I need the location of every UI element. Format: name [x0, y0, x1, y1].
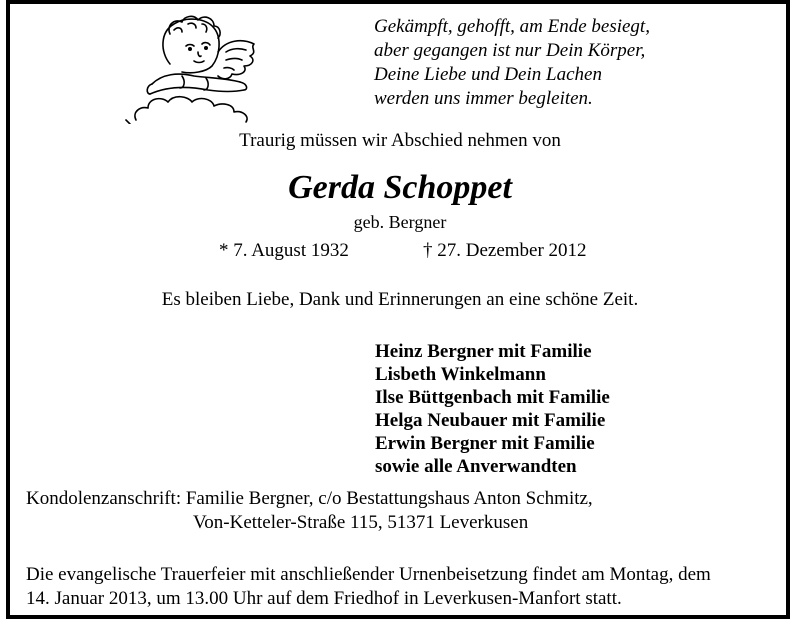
mourner-name: Erwin Bergner mit Familie: [375, 433, 595, 454]
mourner-name: Helga Neubauer mit Familie: [375, 410, 606, 431]
mourner-name: Lisbeth Winkelmann: [375, 364, 546, 385]
mourner-name: sowie alle Anverwandten: [375, 456, 577, 477]
service-line: 14. Januar 2013, um 13.00 Uhr auf dem Friedhof in Leverkusen-Manfort statt.: [26, 588, 622, 609]
intro-text: Traurig müssen wir Abschied nehmen von: [239, 130, 561, 151]
condolence-address-line2: Von-Ketteler-Straße 115, 51371 Leverkusen: [193, 512, 529, 533]
condolence-address-line1: Kondolenzanschrift: Familie Bergner, c/o Bestattungshaus Anton Schmitz,: [26, 488, 593, 509]
poem-line: werden uns immer begleiten.: [374, 88, 593, 109]
cherub-angel-icon: [122, 12, 282, 124]
poem-line: Deine Liebe und Dein Lachen: [374, 64, 602, 85]
death-date: † 27. Dezember 2012: [423, 240, 587, 261]
mourners-list: [375, 340, 610, 478]
service-line: Die evangelische Trauerfeier mit anschließender Urnenbeisetzung findet am Montag, dem: [26, 564, 711, 585]
memories-text: Es bleiben Liebe, Dank und Erinnerungen an eine schöne Zeit.: [161, 289, 639, 310]
poem-line: Gekämpft, gehofft, am Ende besiegt,: [374, 16, 650, 37]
mourner-name: Ilse Büttgenbach mit Familie: [375, 387, 610, 408]
mourner-name: Heinz Bergner mit Familie: [375, 341, 592, 362]
birth-date: * 7. August 1932: [219, 240, 349, 261]
deceased-name: Gerda Schoppet: [288, 169, 512, 206]
poem: [374, 15, 650, 111]
poem-line: aber gegangen ist nur Dein Körper,: [374, 40, 646, 61]
funeral-service-notice: [26, 563, 711, 611]
maiden-name: geb. Bergner: [353, 212, 447, 232]
